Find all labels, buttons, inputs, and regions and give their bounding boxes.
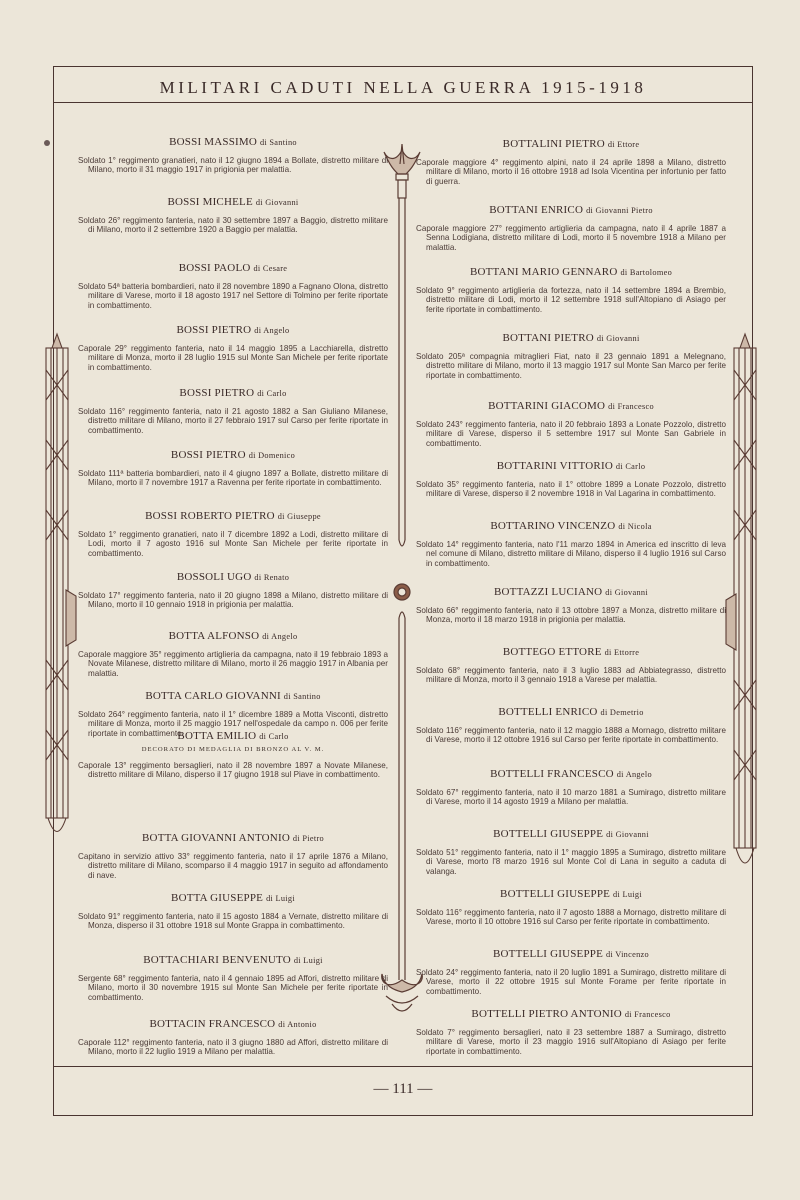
entry-name: BOTTANI PIETRO di Giovanni [502,332,640,344]
entry-name: BOSSI PIETRO di Carlo [179,387,287,399]
entry-text: Soldato 14° reggimento fanteria, nato l'11 marzo 1894 in America ed inscritto di leva nel comune di Milano, distretto militare di Milano, disperso il 4 luglio 1916 sul Carso in combattimento. [416,540,726,568]
entry-name: BOTTARINI VITTORIO di Carlo [496,460,646,472]
entry-name: BOTTELLI GIUSEPPE di Vincenzo [493,948,649,960]
entry-text: Soldato 116° reggimento fanteria, nato il 21 agosto 1882 a San Giuliano Milanese, distretto militare di Milano, morto il 27 febbraio 1917 sul Carso per ferite riportate in combattimento. [78,407,388,435]
list-item [416,828,726,876]
entry-text: Soldato 54ª batteria bombardieri, nato il 28 novembre 1890 a Fagnano Olona, distretto militare di Varese, morto il 18 agosto 1917 nel Settore di Tolmino per ferite riportate in combattimento. [78,282,388,310]
list-item [78,832,388,880]
list-item [416,460,726,499]
entry-name: BOTTA ALFONSO di Angelo [168,630,298,642]
entry-name: BOTTARINI GIACOMO di Francesco [488,400,654,412]
entry-text: Caporale maggiore 4° reggimento alpini, nato il 24 aprile 1898 a Milano, distretto militare di Milano, morto il 16 ottobre 1918 ad Isola Vicentina per infortunio per fatto di guerra. [416,158,726,186]
list-item [416,888,726,927]
entry-text: Soldato 205ª compagnia mitraglieri Fiat, nato il 23 gennaio 1891 a Melegnano, distretto militare di Milano, morto il 13 maggio 1917 sul Monte San Marco per ferite riportate in combattimento. [416,352,726,380]
list-item [416,204,726,252]
list-item [416,520,726,568]
entry-name: BOTTACIN FRANCESCO di Antonio [149,1018,317,1030]
entry-text: Soldato 66° reggimento fanteria, nato il 13 ottobre 1897 a Monza, distretto militare di Monza, morto il 18 marzo 1918 in prigionia per malattia. [416,606,726,625]
list-item [78,954,388,1002]
entry-name: BOSSI PIETRO di Angelo [176,324,290,336]
entry-name: BOSSI MICHELE di Giovanni [167,196,299,208]
list-item [78,136,388,175]
list-item [78,196,388,235]
list-item [78,262,388,310]
footer-rule [53,1066,753,1067]
list-item [416,948,726,996]
entry-name: BOTTACHIARI BENVENUTO di Luigi [143,954,323,966]
entry-text: Sergente 68° reggimento fanteria, nato il 4 gennaio 1895 ad Affori, distretto militare di Milano, morto il 30 novembre 1915 sul Monte San Michele per ferite riportate in combattimento. [78,974,388,1002]
list-item [416,1008,726,1056]
list-item [416,768,726,807]
list-item [416,332,726,380]
list-item [78,510,388,558]
list-item [78,571,388,610]
entry-text: Soldato 1° reggimento granatieri, nato il 12 giugno 1894 a Bollate, distretto militare di Milano, morto il 31 maggio 1917 in prigionia per malattia. [78,156,388,175]
entry-text: Soldato 26° reggimento fanteria, nato il 30 settembre 1897 a Baggio, distretto militare di Milano, morto il 2 settembre 1920 a Baggio per malattia. [78,216,388,235]
entry-text: Caporale 29° reggimento fanteria, nato il 14 maggio 1895 a Lacchiarella, distretto militare di Monza, morto il 28 luglio 1915 sul Monte San Michele per ferite riportate in combattimento. [78,344,388,372]
entry-name: BOTTELLI PIETRO ANTONIO di Francesco [471,1008,671,1020]
list-item [78,387,388,435]
decoration-note: DECORATO DI MEDAGLIA DI BRONZO AL V. M. [141,746,325,753]
list-item [416,706,726,745]
entry-text: Soldato 116° reggimento fanteria, nato il 12 maggio 1888 a Mornago, distretto militare di Varese, morto il 12 ottobre 1916 sul Carso per ferite riportate in combattimento. [416,726,726,745]
page-number: — 111 — [373,1081,433,1097]
list-item [78,730,388,780]
entry-text: Soldato 67° reggimento fanteria, nato il 10 marzo 1881 a Sumirago, distretto militare di Varese, morto il 14 agosto 1919 a Milano per malattia. [416,788,726,807]
list-item [78,630,388,678]
list-item [78,1018,388,1057]
entry-name: BOTTALINI PIETRO di Ettore [502,138,640,150]
entry-text: Soldato 243° reggimento fanteria, nato il 20 febbraio 1893 a Lonate Pozzolo, distretto militare di Varese, disperso il 5 settembre 1917 sul Monte San Gabriele in combattimento. [416,420,726,448]
entry-text: Soldato 264° reggimento fanteria, nato il 1° dicembre 1889 a Motta Visconti, distretto militare di Monza, morto il 25 maggio 1917 nell'ospedale da campo n. 006 per ferite riportate in combattimento. [78,710,388,738]
list-item [78,892,388,931]
entry-name: BOTTANI MARIO GENNARO di Bartolomeo [469,266,673,278]
entry-name: BOTTELLI ENRICO di Demetrio [498,706,644,718]
entry-name: BOTTEGO ETTORE di Ettorre [502,646,640,658]
entry-name: BOSSI ROBERTO PIETRO di Giuseppe [145,510,321,522]
right-fasces-ornament [724,330,766,890]
entry-name: BOTTAZZI LUCIANO di Giovanni [493,586,648,598]
entry-name: BOTTA EMILIO di Carlo [177,730,289,742]
entry-name: BOSSOLI UGO di Renato [176,571,290,583]
entry-name: BOTTANI ENRICO di Giovanni Pietro [489,204,653,216]
title-rule [53,102,753,103]
list-item [416,266,726,314]
page-title: MILITARI CADUTI NELLA GUERRA 1915-1918 [159,78,647,97]
list-item [416,138,726,186]
entry-text: Soldato 116° reggimento fanteria, nato il 7 agosto 1888 a Mornago, distretto militare di Varese, morto il 10 ottobre 1916 sul Carso per ferite riportate in combattimento. [416,908,726,927]
entry-name: BOTTELLI GIUSEPPE di Giovanni [493,828,649,840]
list-item [416,400,726,448]
list-item [416,586,726,625]
entry-text: Capitano in servizio attivo 33° reggimento fanteria, nato il 17 aprile 1876 a Milano, distretto militare di Milano, scomparso il 4 maggio 1917 in seguito ad affondamento di nave. [78,852,388,880]
entry-text: Caporale maggiore 27° reggimento artiglieria da campagna, nato il 4 aprile 1887 a Senna Lodigiana, distretto militare di Lodi, morto il 5 novembre 1918 a Milano per malattia. [416,224,726,252]
entry-name: BOSSI PAOLO di Cesare [178,262,288,274]
entry-text: Caporale maggiore 35° reggimento artiglieria da campagna, nato il 19 febbraio 1893 a Novate Milanese, distretto militare di Milano, morto il 26 maggio 1917 in Albania per malattia. [78,650,388,678]
entry-name: BOSSI PIETRO di Domenico [170,449,296,461]
entry-name: BOTTA GIOVANNI ANTONIO di Pietro [142,832,324,844]
left-fasces-ornament [36,330,78,850]
entry-text: Caporale 13° reggimento bersaglieri, nato il 28 novembre 1897 a Novate Milanese, distretto militare di Milano, disperso il 17 giugno 1918 sul Piave in combattimento. [78,761,388,780]
list-item [78,449,388,488]
entry-text: Soldato 35° reggimento fanteria, nato il 1° ottobre 1899 a Lonate Pozzolo, distretto militare di Varese, disperso il 2 novembre 1918 in Val Lagarina in combattimento. [416,480,726,499]
list-item [416,646,726,685]
entry-text: Soldato 24° reggimento fanteria, nato il 20 luglio 1891 a Sumirago, distretto militare di Varese, morto il 22 ottobre 1915 sul Monte Forame per ferite riportate in combattimento. [416,968,726,996]
entry-text: Soldato 1° reggimento granatieri, nato il 7 dicembre 1892 a Lodi, distretto militare di Lodi, morto il 7 agosto 1916 sul Monte San Michele per ferite riportate in combattimento. [78,530,388,558]
entry-name: BOTTA GIUSEPPE di Luigi [171,892,295,904]
entry-name: BOSSI MASSIMO di Santino [169,136,297,148]
entry-text: Soldato 111ª batteria bombardieri, nato il 4 giugno 1897 a Bollate, distretto militare di Milano, morto il 7 novembre 1917 a Ravenna per ferite riportate in combattimento. [78,469,388,488]
entry-text: Soldato 9° reggimento artiglieria da fortezza, nato il 14 settembre 1894 a Brembio, distretto militare di Lodi, morto il 12 settembre 1918 sull'Altopiano di Asiago per ferite riportate in combattimento. [416,286,726,314]
entry-name: BOTTARINO VINCENZO di Nicola [490,520,652,532]
entry-text: Soldato 17° reggimento fanteria, nato il 20 giugno 1898 a Milano, distretto militare di Milano, morto il 10 gennaio 1918 in prigionia per malattia. [78,591,388,610]
list-item [78,324,388,372]
entry-text: Soldato 68° reggimento fanteria, nato il 3 luglio 1883 ad Abbiategrasso, distretto militare di Monza, morto il 3 gennaio 1918 a Varese per malattia. [416,666,726,685]
entry-name: BOTTELLI GIUSEPPE di Luigi [500,888,642,900]
punch-hole-mark [44,140,50,146]
entry-text: Caporale 112° reggimento fanteria, nato il 3 giugno 1880 ad Affori, distretto militare di Milano, morto il 22 luglio 1919 a Milano per malattia. [78,1038,388,1057]
entry-name: BOTTELLI FRANCESCO di Angelo [490,768,652,780]
entry-text: Soldato 91° reggimento fanteria, nato il 15 agosto 1884 a Vernate, distretto militare di Monza, disperso il 31 ottobre 1918 sul Monte Grappa in combattimento. [78,912,388,931]
entry-name: BOTTA CARLO GIOVANNI di Santino [145,690,321,702]
entry-text: Soldato 7° reggimento bersaglieri, nato il 23 settembre 1887 a Sumirago, distretto militare di Varese, morto il 23 maggio 1916 sull'Altopiano di Asiago per ferite riportate in combattimento. [416,1028,726,1056]
entry-text: Soldato 51° reggimento fanteria, nato il 1° maggio 1895 a Sumirago, distretto militare di Varese, morto l'8 marzo 1916 sul Monte Col di Lana in seguito a caduta di valanga. [416,848,726,876]
